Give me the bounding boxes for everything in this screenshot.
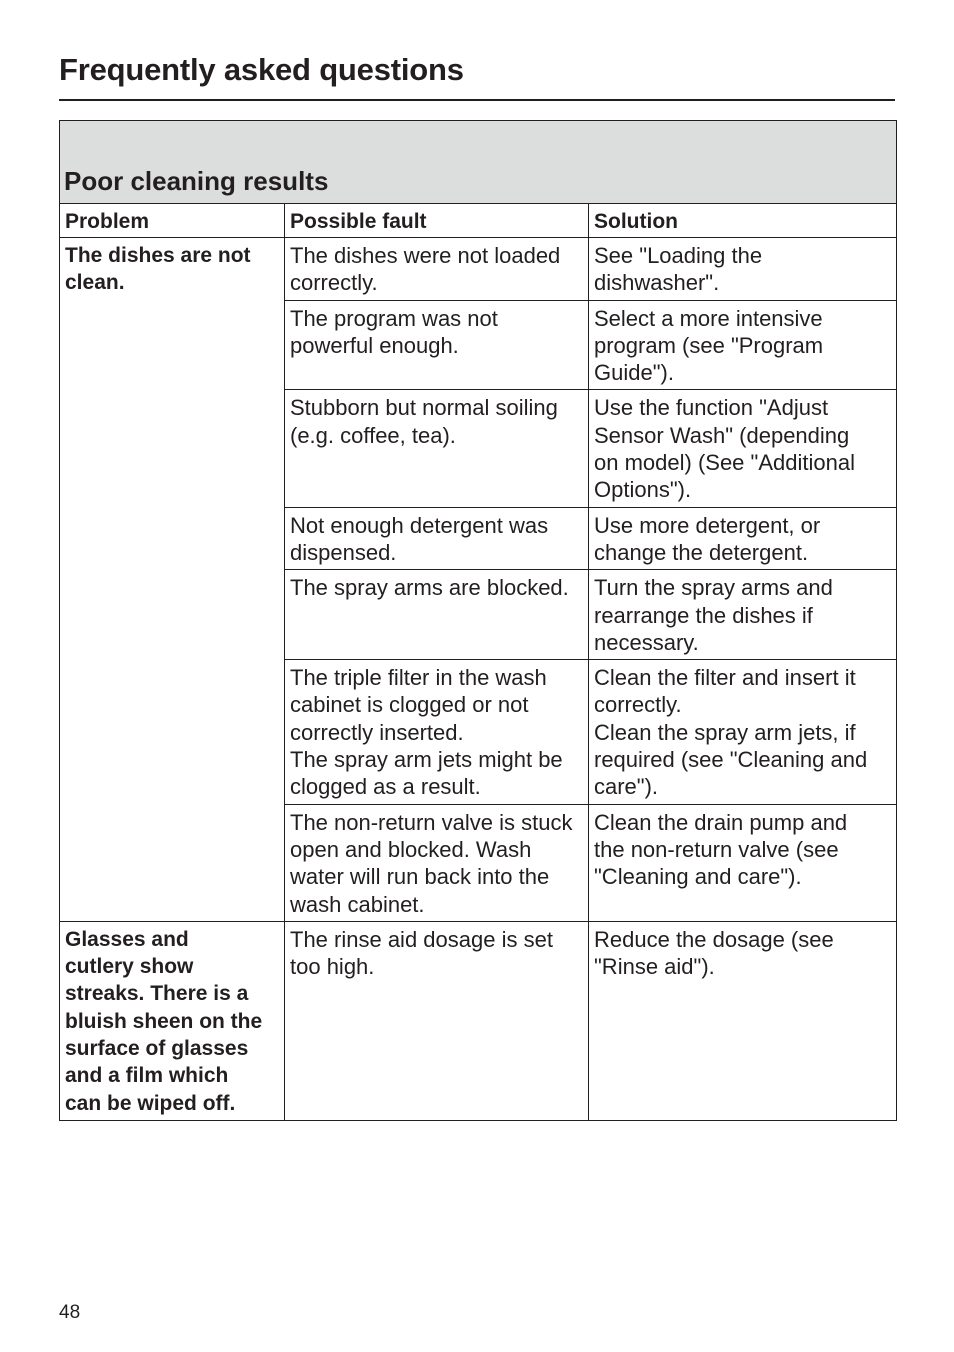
solution-text: Use the function "Adjust Sensor Wash" (depending on model) (See "Additional Options"). xyxy=(594,395,855,503)
title-divider xyxy=(59,99,895,101)
fault-cell xyxy=(285,921,589,1120)
problem-text: The dishes are not clean. xyxy=(65,244,251,295)
faq-table xyxy=(59,120,897,1121)
problem-cell xyxy=(60,238,285,922)
fault-text: Not enough detergent was dispensed. xyxy=(290,512,549,565)
solution-cell xyxy=(589,507,897,570)
fault-text: The rinse aid dosage is set too high. xyxy=(290,926,553,980)
fault-text: The dishes were not loaded correctly. xyxy=(290,243,561,296)
fault-cell xyxy=(285,660,589,804)
fault-cell xyxy=(285,570,589,660)
solution-cell xyxy=(589,921,897,1120)
section-heading: Poor cleaning results xyxy=(64,166,329,196)
problem-cell xyxy=(60,921,285,1120)
section-header-cell xyxy=(60,121,897,204)
table-row xyxy=(60,238,897,301)
solution-text: See "Loading the dishwasher". xyxy=(594,243,763,296)
fault-text: The program was not powerful enough. xyxy=(290,305,498,358)
solution-cell xyxy=(589,300,897,390)
column-header-fault: Possible fault xyxy=(285,204,589,238)
solution-text: Select a more intensive program (see "Program Guide"). xyxy=(594,305,824,386)
solution-cell xyxy=(589,238,897,301)
column-header-solution: Solution xyxy=(589,204,897,238)
solution-cell xyxy=(589,570,897,660)
solution-text: Clean the drain pump and the non-return valve (see "Cleaning and care"). xyxy=(594,809,848,890)
solution-text: Reduce the dosage (see "Rinse aid"). xyxy=(594,926,834,980)
solution-text: Clean the filter and insert it correctly. Clean the spray arm jets, if required (see "Cleaning and care"). xyxy=(594,665,868,800)
fault-cell xyxy=(285,390,589,507)
column-header-row xyxy=(60,204,897,238)
page-number: 48 xyxy=(59,1302,81,1323)
fault-text: Stubborn but normal soiling (e.g. coffee, tea). xyxy=(290,395,558,448)
solution-cell xyxy=(589,660,897,804)
page-title: Frequently asked questions xyxy=(59,52,464,87)
fault-text: The triple filter in the wash cabinet is clogged or not correctly inserted. The spray arm jets might be clogged as a result. xyxy=(290,665,563,800)
table-row xyxy=(60,921,897,1120)
fault-text: The non-return valve is stuck open and blocked. Wash water will run back into the wash cabinet. xyxy=(290,809,573,917)
fault-cell xyxy=(285,804,589,921)
solution-cell xyxy=(589,804,897,921)
section-header-row xyxy=(60,121,897,204)
solution-text: Use more detergent, or change the detergent. xyxy=(594,512,821,565)
fault-cell xyxy=(285,300,589,390)
solution-cell xyxy=(589,390,897,507)
fault-cell xyxy=(285,238,589,301)
problem-text: Glasses and cutlery show streaks. There is a bluish sheen on the surface of glasses and a film which can be wiped off. xyxy=(65,927,263,1115)
fault-text: The spray arms are blocked. xyxy=(290,575,569,601)
solution-text: Turn the spray arms and rearrange the dishes if necessary. xyxy=(594,575,833,655)
column-header-problem: Problem xyxy=(60,204,285,238)
fault-cell xyxy=(285,507,589,570)
